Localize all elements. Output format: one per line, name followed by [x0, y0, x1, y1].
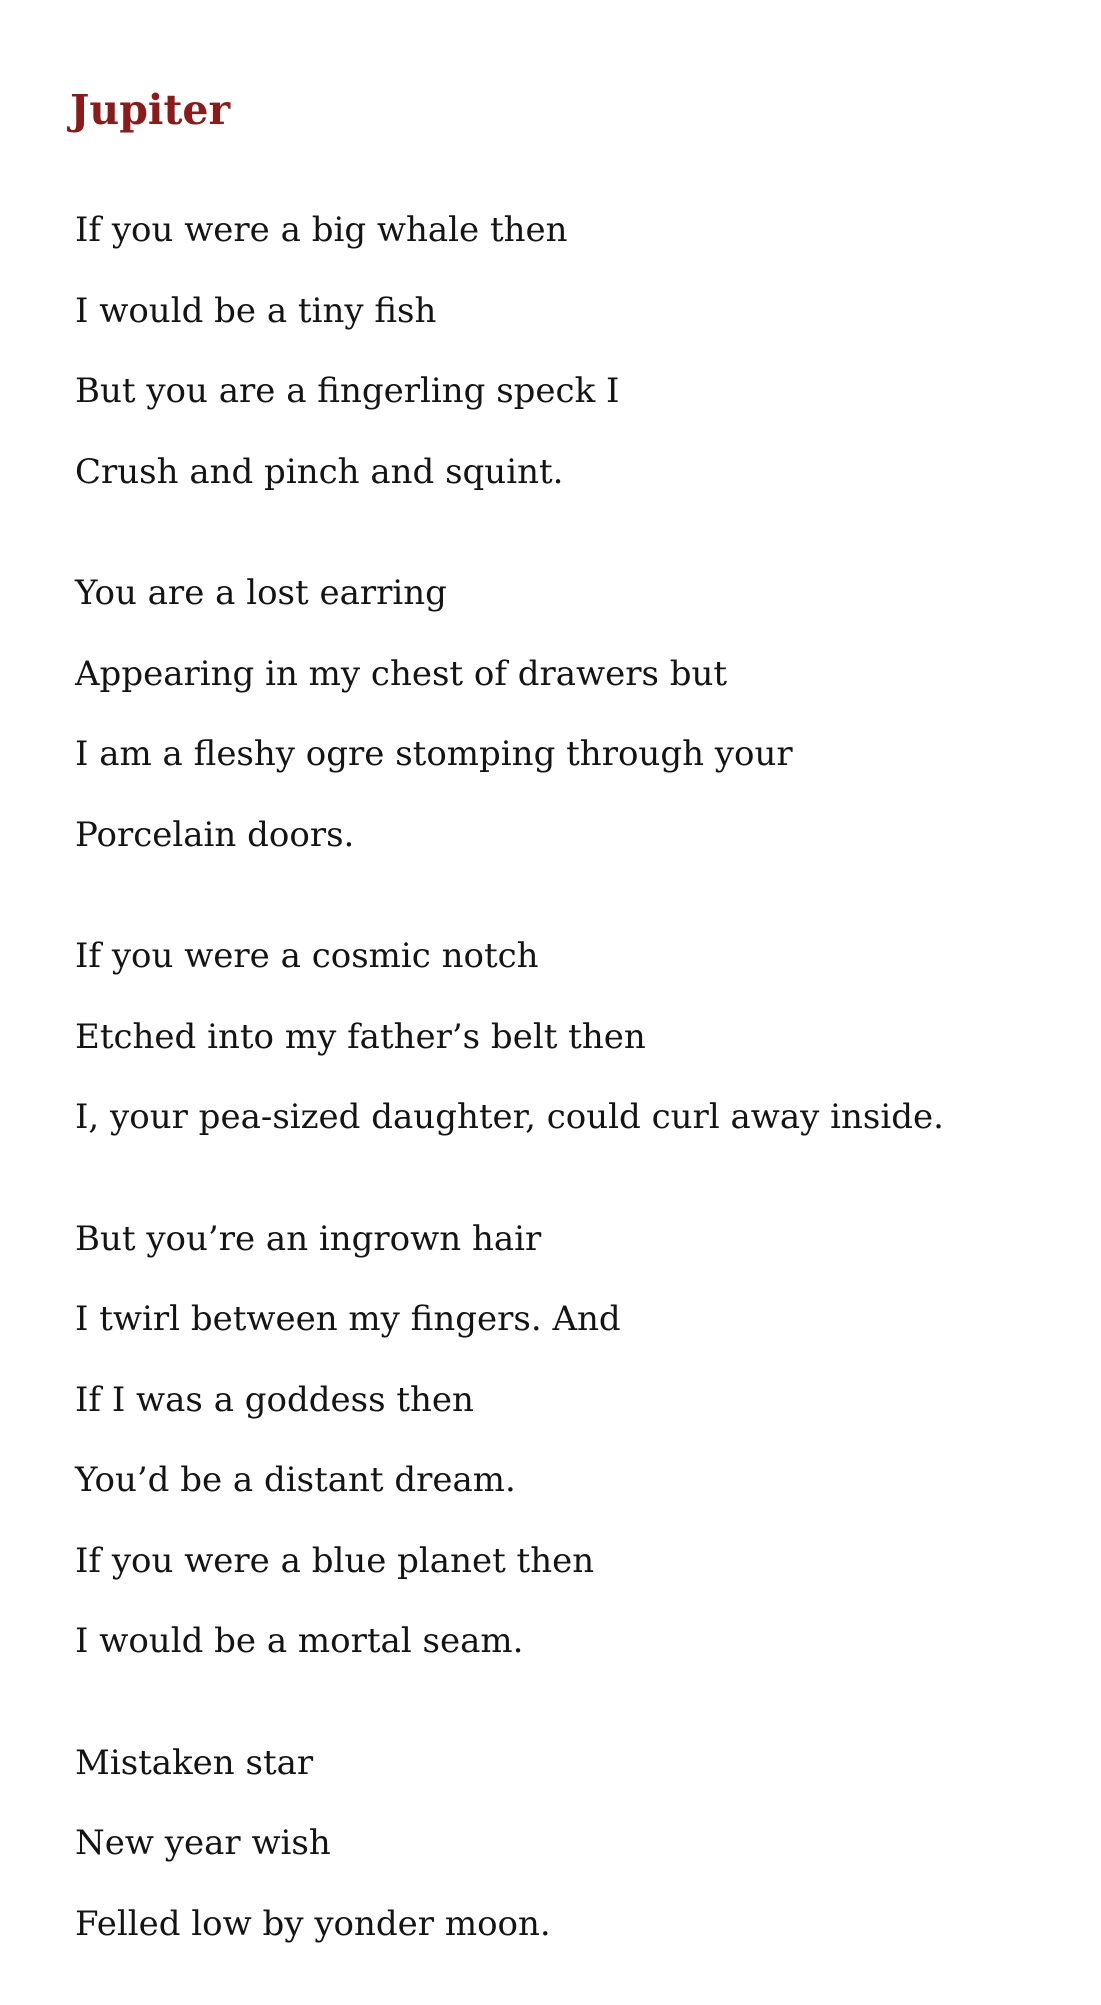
poem-line: Felled low by yonder moon. — [75, 1903, 551, 1944]
poem-line: You’d be a distant dream. — [75, 1460, 516, 1500]
poem-line: I would be a tiny fish — [75, 290, 437, 331]
stanza-5 — [75, 1723, 1075, 1965]
poem-title: Jupiter — [70, 86, 231, 134]
poem-line: But you are a fingerling speck I — [75, 371, 620, 411]
stanza-3 — [75, 916, 1075, 1158]
poem-line: I am a fleshy ogre stomping through your — [75, 734, 793, 774]
stanza-1 — [75, 190, 1075, 512]
poem-line: Mistaken star — [75, 1742, 314, 1783]
poem-body — [75, 190, 1075, 2005]
poem-line: If I was a goddess then — [75, 1379, 474, 1420]
poem-line: If you were a blue planet then — [75, 1540, 595, 1581]
poem-line: New year wish — [75, 1823, 331, 1863]
poem-line: Crush and pinch and squint. — [75, 451, 564, 492]
poem-line: If you were a cosmic notch — [75, 936, 539, 976]
stanza-2 — [75, 553, 1075, 875]
poem-line: I would be a mortal seam. — [75, 1621, 524, 1661]
poem-line: You are a lost earring — [75, 573, 447, 613]
stanza-4 — [75, 1199, 1075, 1682]
poem-line: If you were a big whale then — [75, 210, 568, 250]
poem-line: But you’re an ingrown hair — [75, 1218, 542, 1259]
poem-line: Appearing in my chest of drawers but — [75, 653, 728, 694]
poem-line: I twirl between my fingers. And — [75, 1299, 621, 1339]
poem-line: Porcelain doors. — [75, 814, 355, 855]
poem-line: Etched into my father’s belt then — [75, 1016, 646, 1057]
poem-line: I, your pea-sized daughter, could curl away inside. — [75, 1097, 944, 1137]
